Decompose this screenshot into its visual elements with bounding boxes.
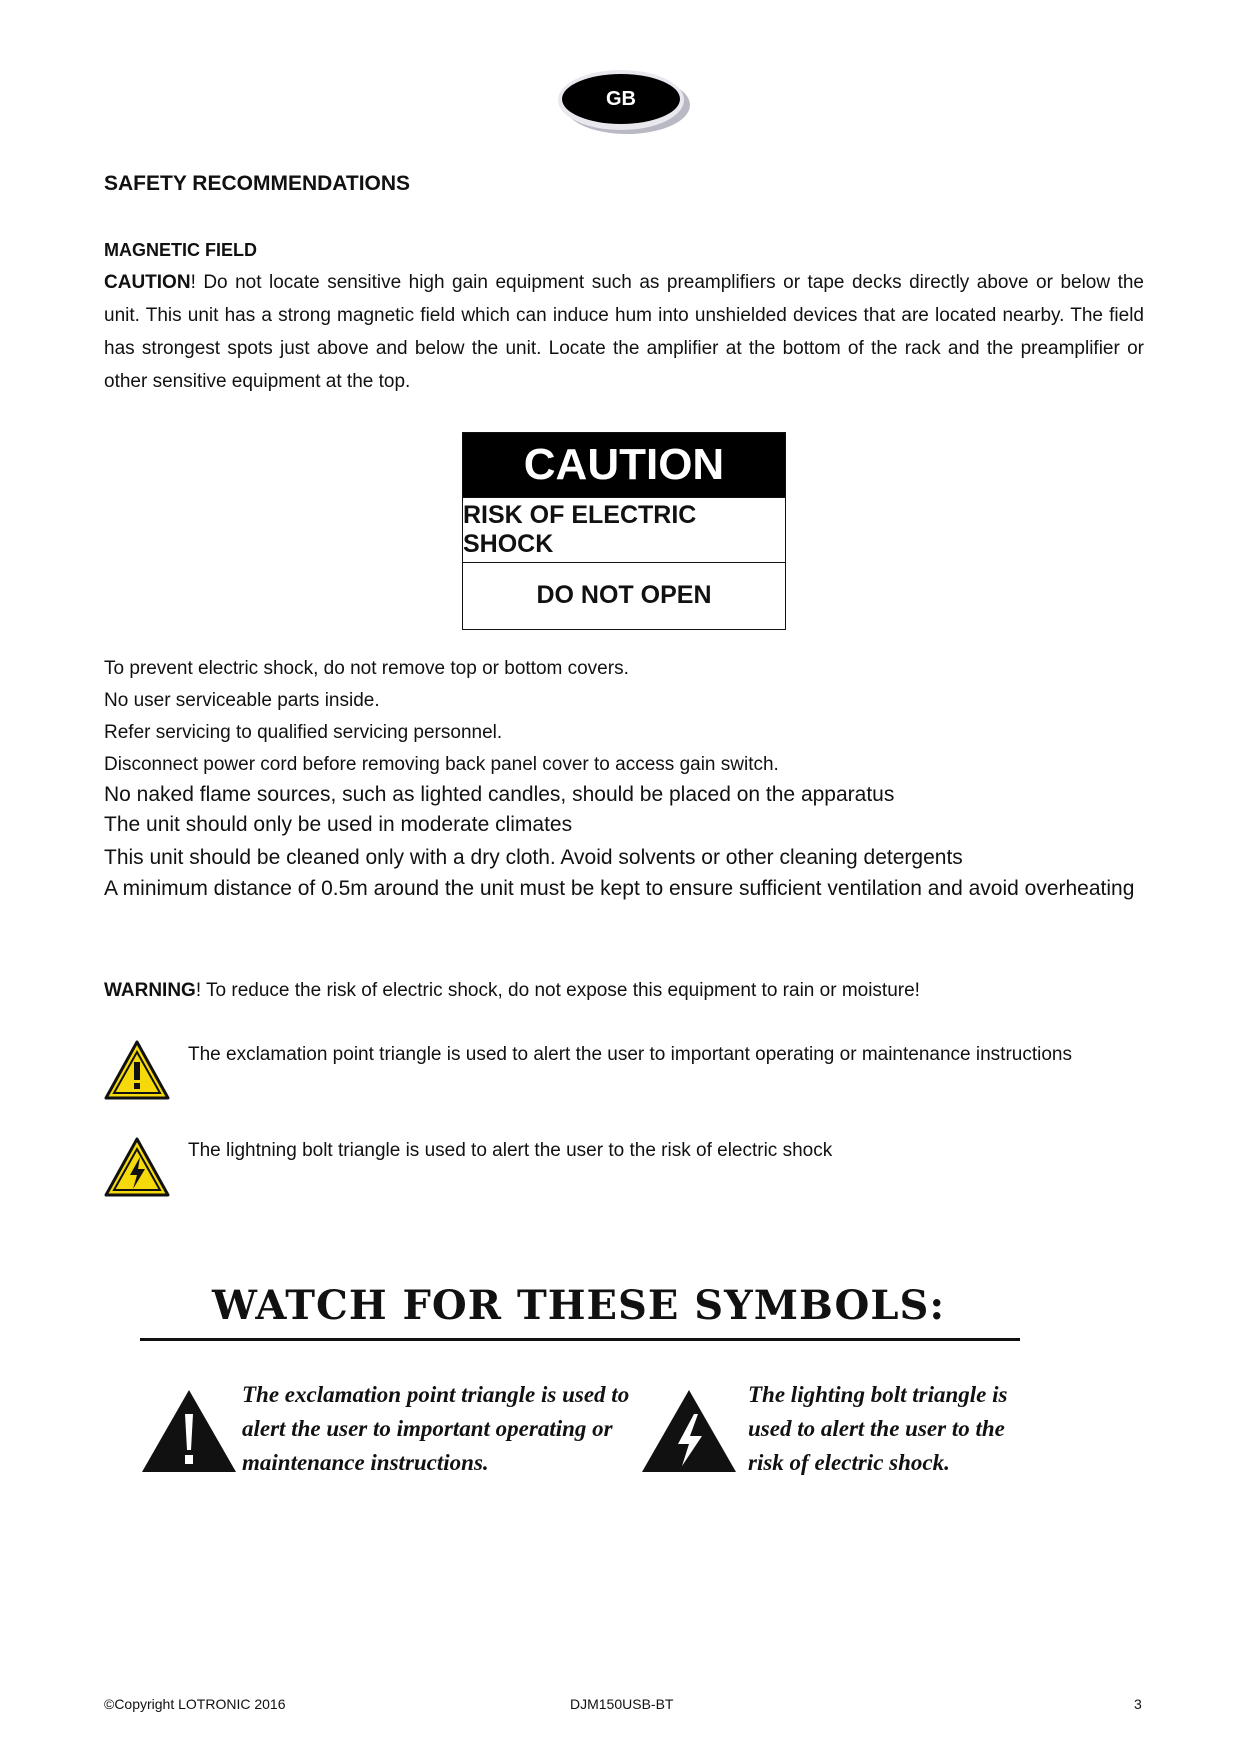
instruction-line: The unit should only be used in moderate climates <box>104 813 573 836</box>
gb-label: GB <box>562 74 680 124</box>
watch-for-symbols-graphic <box>140 1282 1040 1482</box>
instruction-line: Disconnect power cord before removing back panel cover to access gain switch. <box>104 754 779 775</box>
caution-title: CAUTION <box>463 433 785 497</box>
caution-word: CAUTION <box>104 272 191 293</box>
watch-title: WATCH FOR THESE SYMBOLS: <box>212 1282 946 1329</box>
instruction-line: Refer servicing to qualified servicing personnel. <box>104 722 503 743</box>
watch-left-text: The exclamation point triangle is used to alert the user to important operating or maintenance instructions. <box>242 1382 630 1475</box>
black-lightning-triangle-icon <box>640 1388 738 1474</box>
risk-of-electric-shock-label: RISK OF ELECTRIC SHOCK <box>463 497 785 562</box>
magnetic-field-text: ! Do not locate sensitive high gain equipment such as preamplifiers or tape decks directly above or below the unit. This unit has a strong magnetic field which can induce hum into unshielded devices that are located nearby. The field has strongest spots just above and below the unit. Locate the amplifier at the bottom of the rack and the preamplifier or other sensitive equipment at the top. <box>104 272 1144 392</box>
do-not-open-label: DO NOT OPEN <box>463 562 785 627</box>
instruction-line: A minimum distance of 0.5m around the unit must be kept to ensure sufficient ventilation and avoid overheating <box>104 877 1135 900</box>
caution-label-box <box>462 432 786 630</box>
exclamation-symbol-description: The exclamation point triangle is used to alert the user to important operating or maintenance instructions <box>188 1044 1072 1065</box>
magnetic-field-paragraph <box>104 266 1144 398</box>
instruction-line: This unit should be cleaned only with a dry cloth. Avoid solvents or other cleaning detergents <box>104 846 963 869</box>
warning-word: WARNING <box>104 980 196 1001</box>
footer-copyright: ©Copyright LOTRONIC 2016 <box>104 1696 286 1712</box>
section-title: SAFETY RECOMMENDATIONS <box>104 172 411 195</box>
black-exclamation-triangle-icon <box>140 1388 238 1474</box>
watch-right-text: The lighting bolt triangle is used to alert the user to the risk of electric shock. <box>748 1382 1008 1475</box>
gb-badge <box>558 70 690 136</box>
instruction-line: To prevent electric shock, do not remove top or bottom covers. <box>104 658 629 679</box>
instruction-line: No naked flame sources, such as lighted candles, should be placed on the apparatus <box>104 783 895 806</box>
instruction-line: No user serviceable parts inside. <box>104 690 380 711</box>
lightning-triangle-icon <box>104 1137 170 1197</box>
lightning-symbol-description: The lightning bolt triangle is used to alert the user to the risk of electric shock <box>188 1140 833 1161</box>
warning-paragraph <box>104 974 1144 1007</box>
exclamation-triangle-icon <box>104 1040 170 1100</box>
watch-divider <box>140 1338 1020 1341</box>
warning-text: ! To reduce the risk of electric shock, do not expose this equipment to rain or moisture! <box>195 980 920 1001</box>
magnetic-field-heading: MAGNETIC FIELD <box>104 240 257 260</box>
footer-page-number: 3 <box>1134 1696 1142 1712</box>
footer-model: DJM150USB-BT <box>570 1696 674 1712</box>
